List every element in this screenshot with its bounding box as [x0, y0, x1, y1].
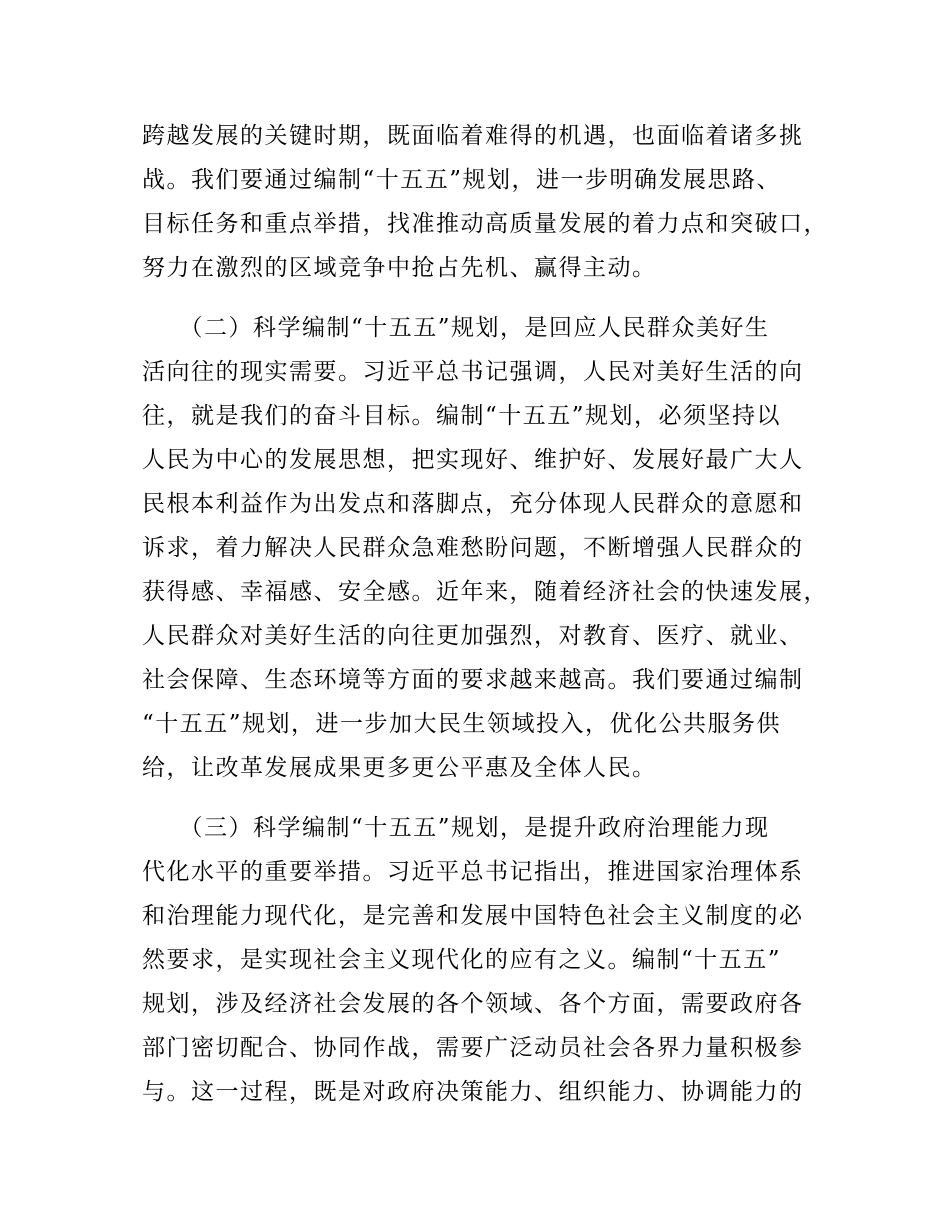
- text-line: 活向往的现实需要。习近平总书记强调，人民对美好生活的向: [142, 359, 804, 385]
- document-body: [142, 114, 828, 1114]
- text-line: 规划，涉及经济社会发展的各个领域、各个方面，需要政府各: [142, 991, 804, 1017]
- paragraph-3: [142, 806, 822, 1114]
- text-line: （三）科学编制“十五五”规划，是提升政府治理能力现: [142, 815, 770, 841]
- text-line: 和治理能力现代化，是完善和发展中国特色社会主义制度的必: [142, 903, 804, 929]
- text-line: 获得感、幸福感、安全感。近年来，随着经济社会的快速发展，: [142, 579, 828, 605]
- paragraph-1: [142, 114, 828, 290]
- text-line: 民根本利益作为出发点和落脚点，充分体现人民群众的意愿和: [142, 491, 804, 517]
- text-line: 人民群众对美好生活的向往更加强烈，对教育、医疗、就业、: [142, 623, 804, 649]
- text-line: 然要求，是实现社会主义现代化的应有之义。编制“十五五”: [142, 947, 782, 973]
- text-line: 往，就是我们的奋斗目标。编制“十五五”规划，必须坚持以: [142, 403, 782, 429]
- text-line: 给，让改革发展成果更多更公平惠及全体人民。: [142, 755, 657, 781]
- text-line: 战。我们要通过编制“十五五”规划，进一步明确发展思路、: [142, 167, 782, 193]
- paragraph-spacing: [142, 790, 822, 806]
- text-line: 社会保障、生态环境等方面的要求越来越高。我们要通过编制: [142, 667, 804, 693]
- text-line: 人民为中心的发展思想，把实现好、维护好、发展好最广大人: [142, 447, 804, 473]
- text-line: 努力在激烈的区域竞争中抢占先机、赢得主动。: [142, 255, 657, 281]
- text-line: 目标任务和重点举措，找准推动高质量发展的着力点和突破口，: [142, 211, 828, 237]
- text-line: “十五五”规划，进一步加大民生领域投入，优化公共服务供: [142, 711, 782, 737]
- text-line: 代化水平的重要举措。习近平总书记指出，推进国家治理体系: [142, 859, 804, 885]
- paragraph-spacing: [142, 290, 822, 306]
- text-line: （二）科学编制“十五五”规划，是回应人民群众美好生: [142, 315, 770, 341]
- text-line: 诉求，着力解决人民群众急难愁盼问题，不断增强人民群众的: [142, 535, 804, 561]
- text-line: 跨越发展的关键时期，既面临着难得的机遇，也面临着诸多挑: [142, 123, 804, 149]
- paragraph-2: [142, 306, 828, 790]
- text-line: 部门密切配合、协同作战，需要广泛动员社会各界力量积极参: [142, 1035, 804, 1061]
- text-line: 与。这一过程，既是对政府决策能力、组织能力、协调能力的: [142, 1079, 804, 1105]
